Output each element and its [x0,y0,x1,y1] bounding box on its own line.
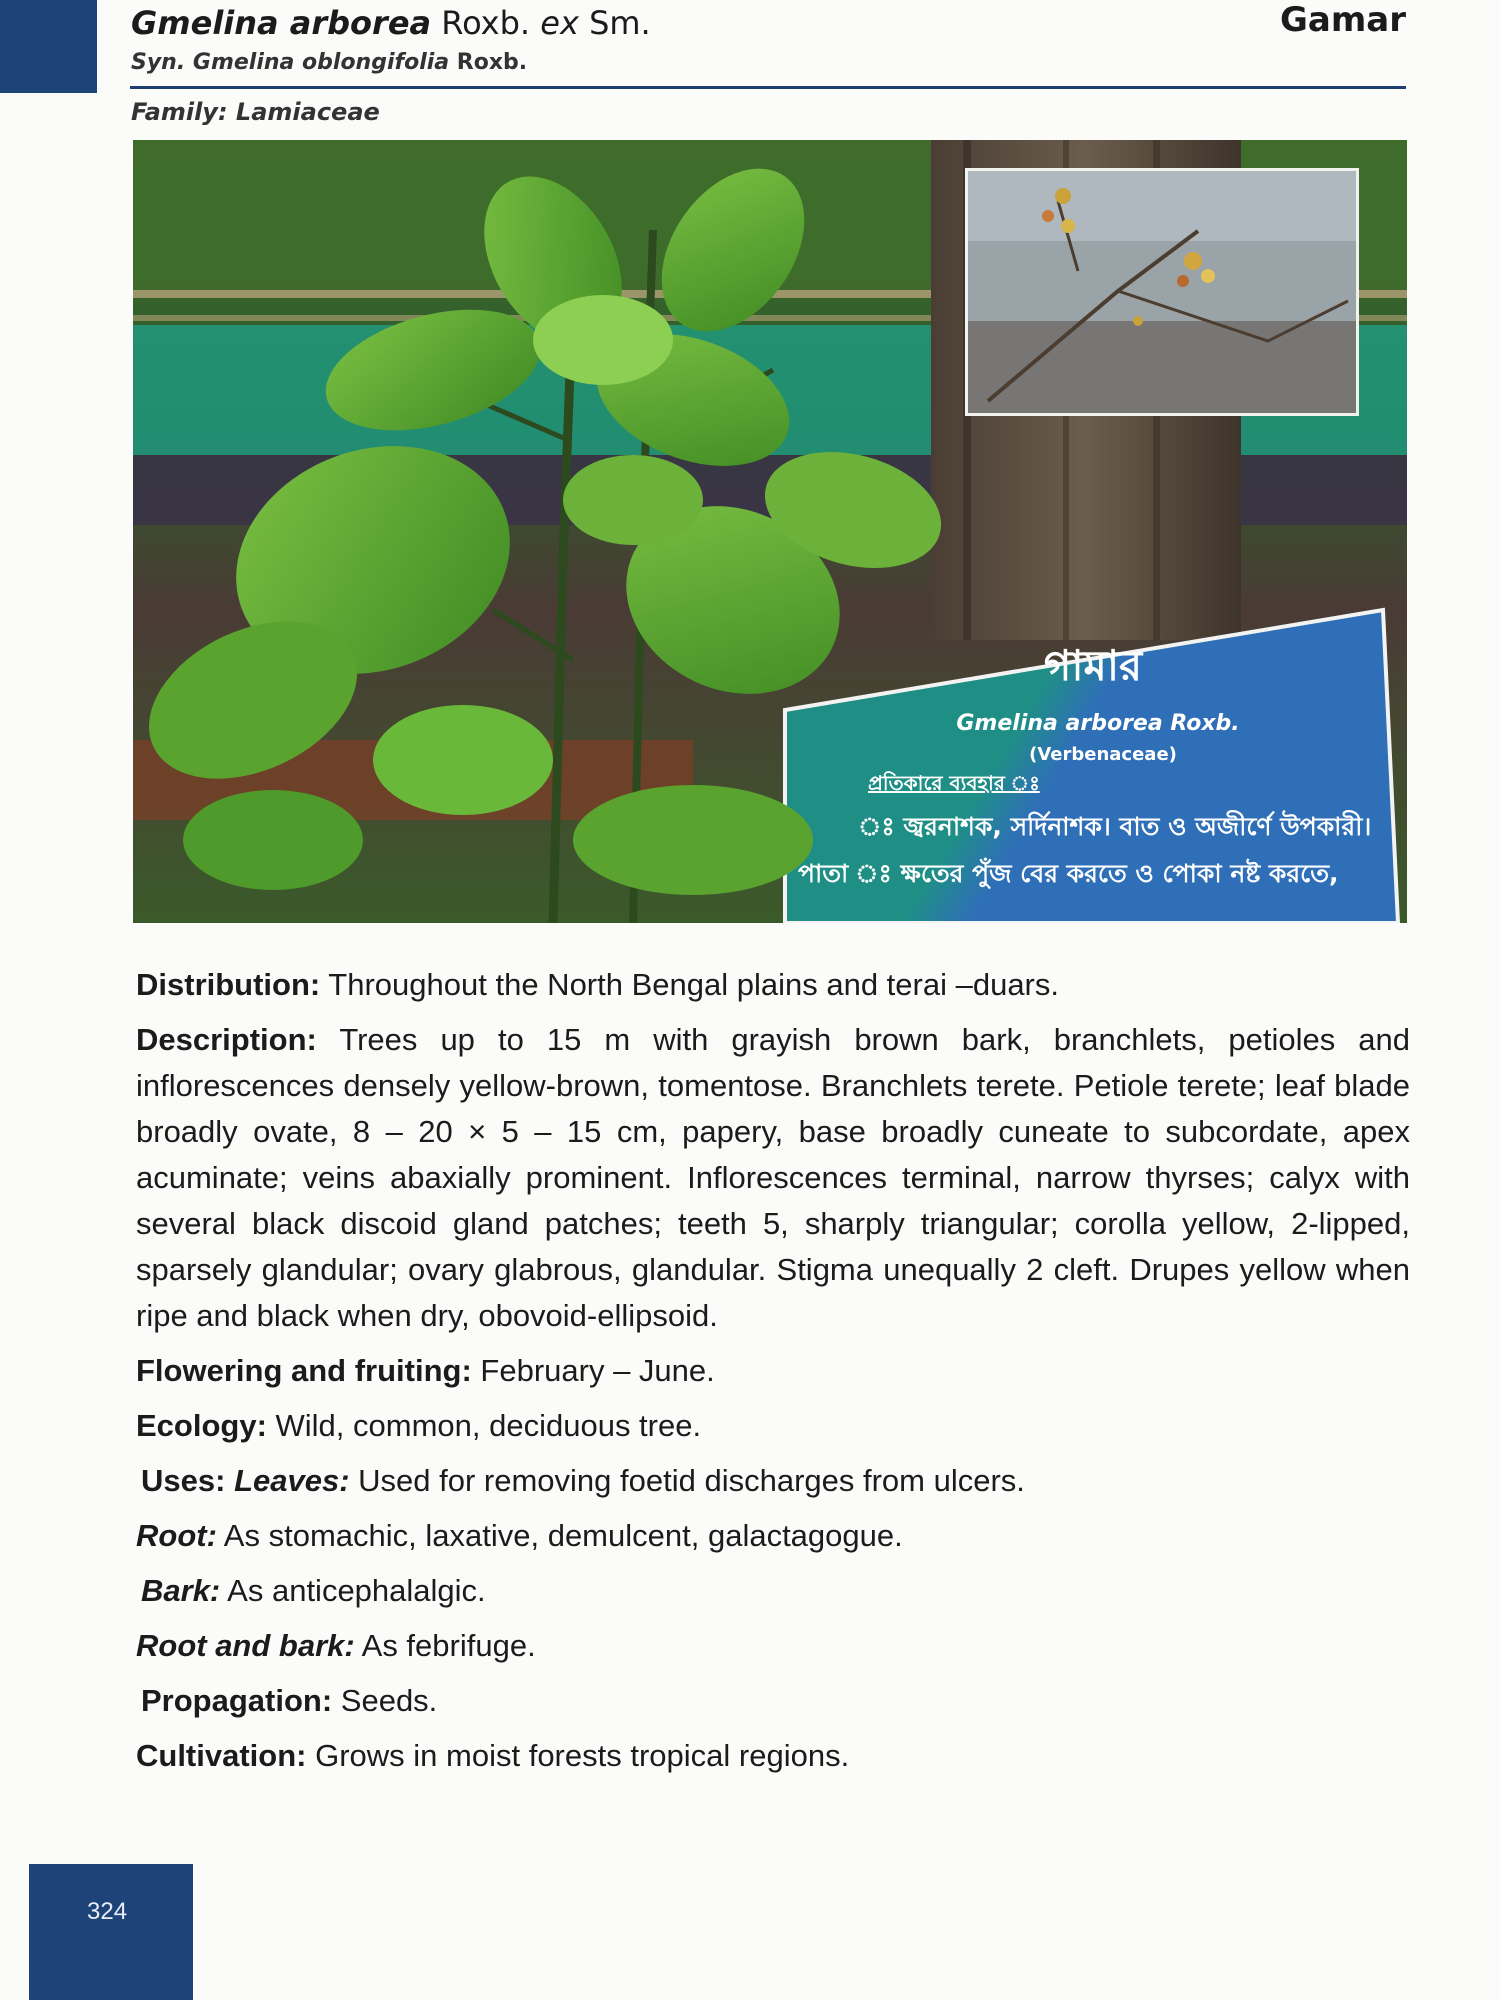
description-label: Description: [136,1022,317,1057]
distribution-label: Distribution: [136,967,321,1002]
cultivation-entry [136,1733,1410,1779]
root-bark-text: As febrifuge. [354,1628,536,1663]
propagation-label: Propagation: [141,1683,333,1718]
propagation-entry [136,1678,1410,1724]
root-bark-label: Root and bark: [136,1628,355,1663]
header-divider [130,86,1406,89]
plant-photograph [133,140,1407,923]
synonym-name: Gmelina oblongifolia [192,50,450,75]
propagation-text: Seeds. [332,1683,438,1718]
sign-bengali-title: গামার [1043,641,1143,690]
flowering-entry [136,1348,1410,1394]
synonym-author: Roxb. [456,50,528,75]
page-number: 324 [87,1898,128,1925]
synonym-prefix: Syn. [131,50,186,75]
sign-latin-name: Gmelina arborea Roxb. [956,711,1240,736]
root-text: As stomachic, laxative, demulcent, galactagogue. [216,1518,903,1553]
ex-connector: ex [540,4,579,42]
species-header [130,0,1406,140]
ecology-label: Ecology: [136,1408,267,1443]
flowering-text: February – June. [471,1353,715,1388]
flowering-label: Flowering and fruiting: [136,1353,472,1388]
family-label: Family: Lamiaceae [131,98,380,126]
leaves-text: Used for removing foetid discharges from ulcers. [349,1463,1025,1498]
ecology-text: Wild, common, deciduous tree. [266,1408,702,1443]
root-label: Root: [136,1518,217,1553]
genus-species: Gmelina arborea [131,4,432,42]
corner-color-tab [0,0,97,93]
ecology-entry [136,1403,1410,1449]
root-bark-entry [136,1623,1410,1669]
distribution-text: Throughout the North Bengal plains and terai –duars. [320,967,1059,1002]
description-text: Trees up to 15 m with grayish brown bark, branchlets, petioles and inflorescences densely yellow-brown, tomentose. Branchlets terete. Petiole terete; leaf blade broadly ovate, 8 – 20 × 5 – 15 cm, papery, base broadly cuneate to subcordate, apex acuminate; veins abaxially prominent. Inflorescences terminal, narrow thyrses; calyx with several black discoid gland patches; teeth 5, sharply triangular; corolla yellow, 2-lipped, sparsely glandular; ovary glabrous, glandular. Stigma unequally 2 cleft. Drupes yellow when ripe and black when dry, obovoid-ellipsoid. [136,1022,1410,1333]
author-2: Sm. [589,4,651,42]
cultivation-text: Grows in moist forests tropical regions. [306,1738,850,1773]
synonym-line [131,50,527,75]
distribution-entry [136,962,1410,1008]
root-entry [136,1513,1410,1559]
cultivation-label: Cultivation: [136,1738,307,1773]
uses-entry [136,1458,1410,1504]
bark-entry [136,1568,1410,1614]
bark-text: As anticephalalgic. [220,1573,486,1608]
sign-line-1: ঃ জ্বরনাশক, সর্দিনাশক। বাত ও অজীর্ণে উপকারী। [858,812,1372,841]
species-name [131,4,651,42]
sign-uses-heading: প্রতিকারে ব্যবহার ঃ [868,771,1040,795]
bark-label: Bark: [141,1573,221,1608]
leaves-label: Leaves: [234,1463,350,1498]
page-number-box [29,1864,193,2000]
inset-flower-photo [965,168,1359,416]
author-1: Roxb. [441,4,531,42]
species-description [136,962,1410,1788]
uses-label: Uses: [141,1463,226,1498]
description-entry [136,1017,1410,1339]
sign-family: (Verbenaceae) [1029,744,1177,765]
sign-line-2: পাতা ঃ ক্ষতের পুঁজ বের করতে ও পোকা নষ্ট করতে, [798,859,1339,888]
common-name: Gamar [1280,0,1406,40]
